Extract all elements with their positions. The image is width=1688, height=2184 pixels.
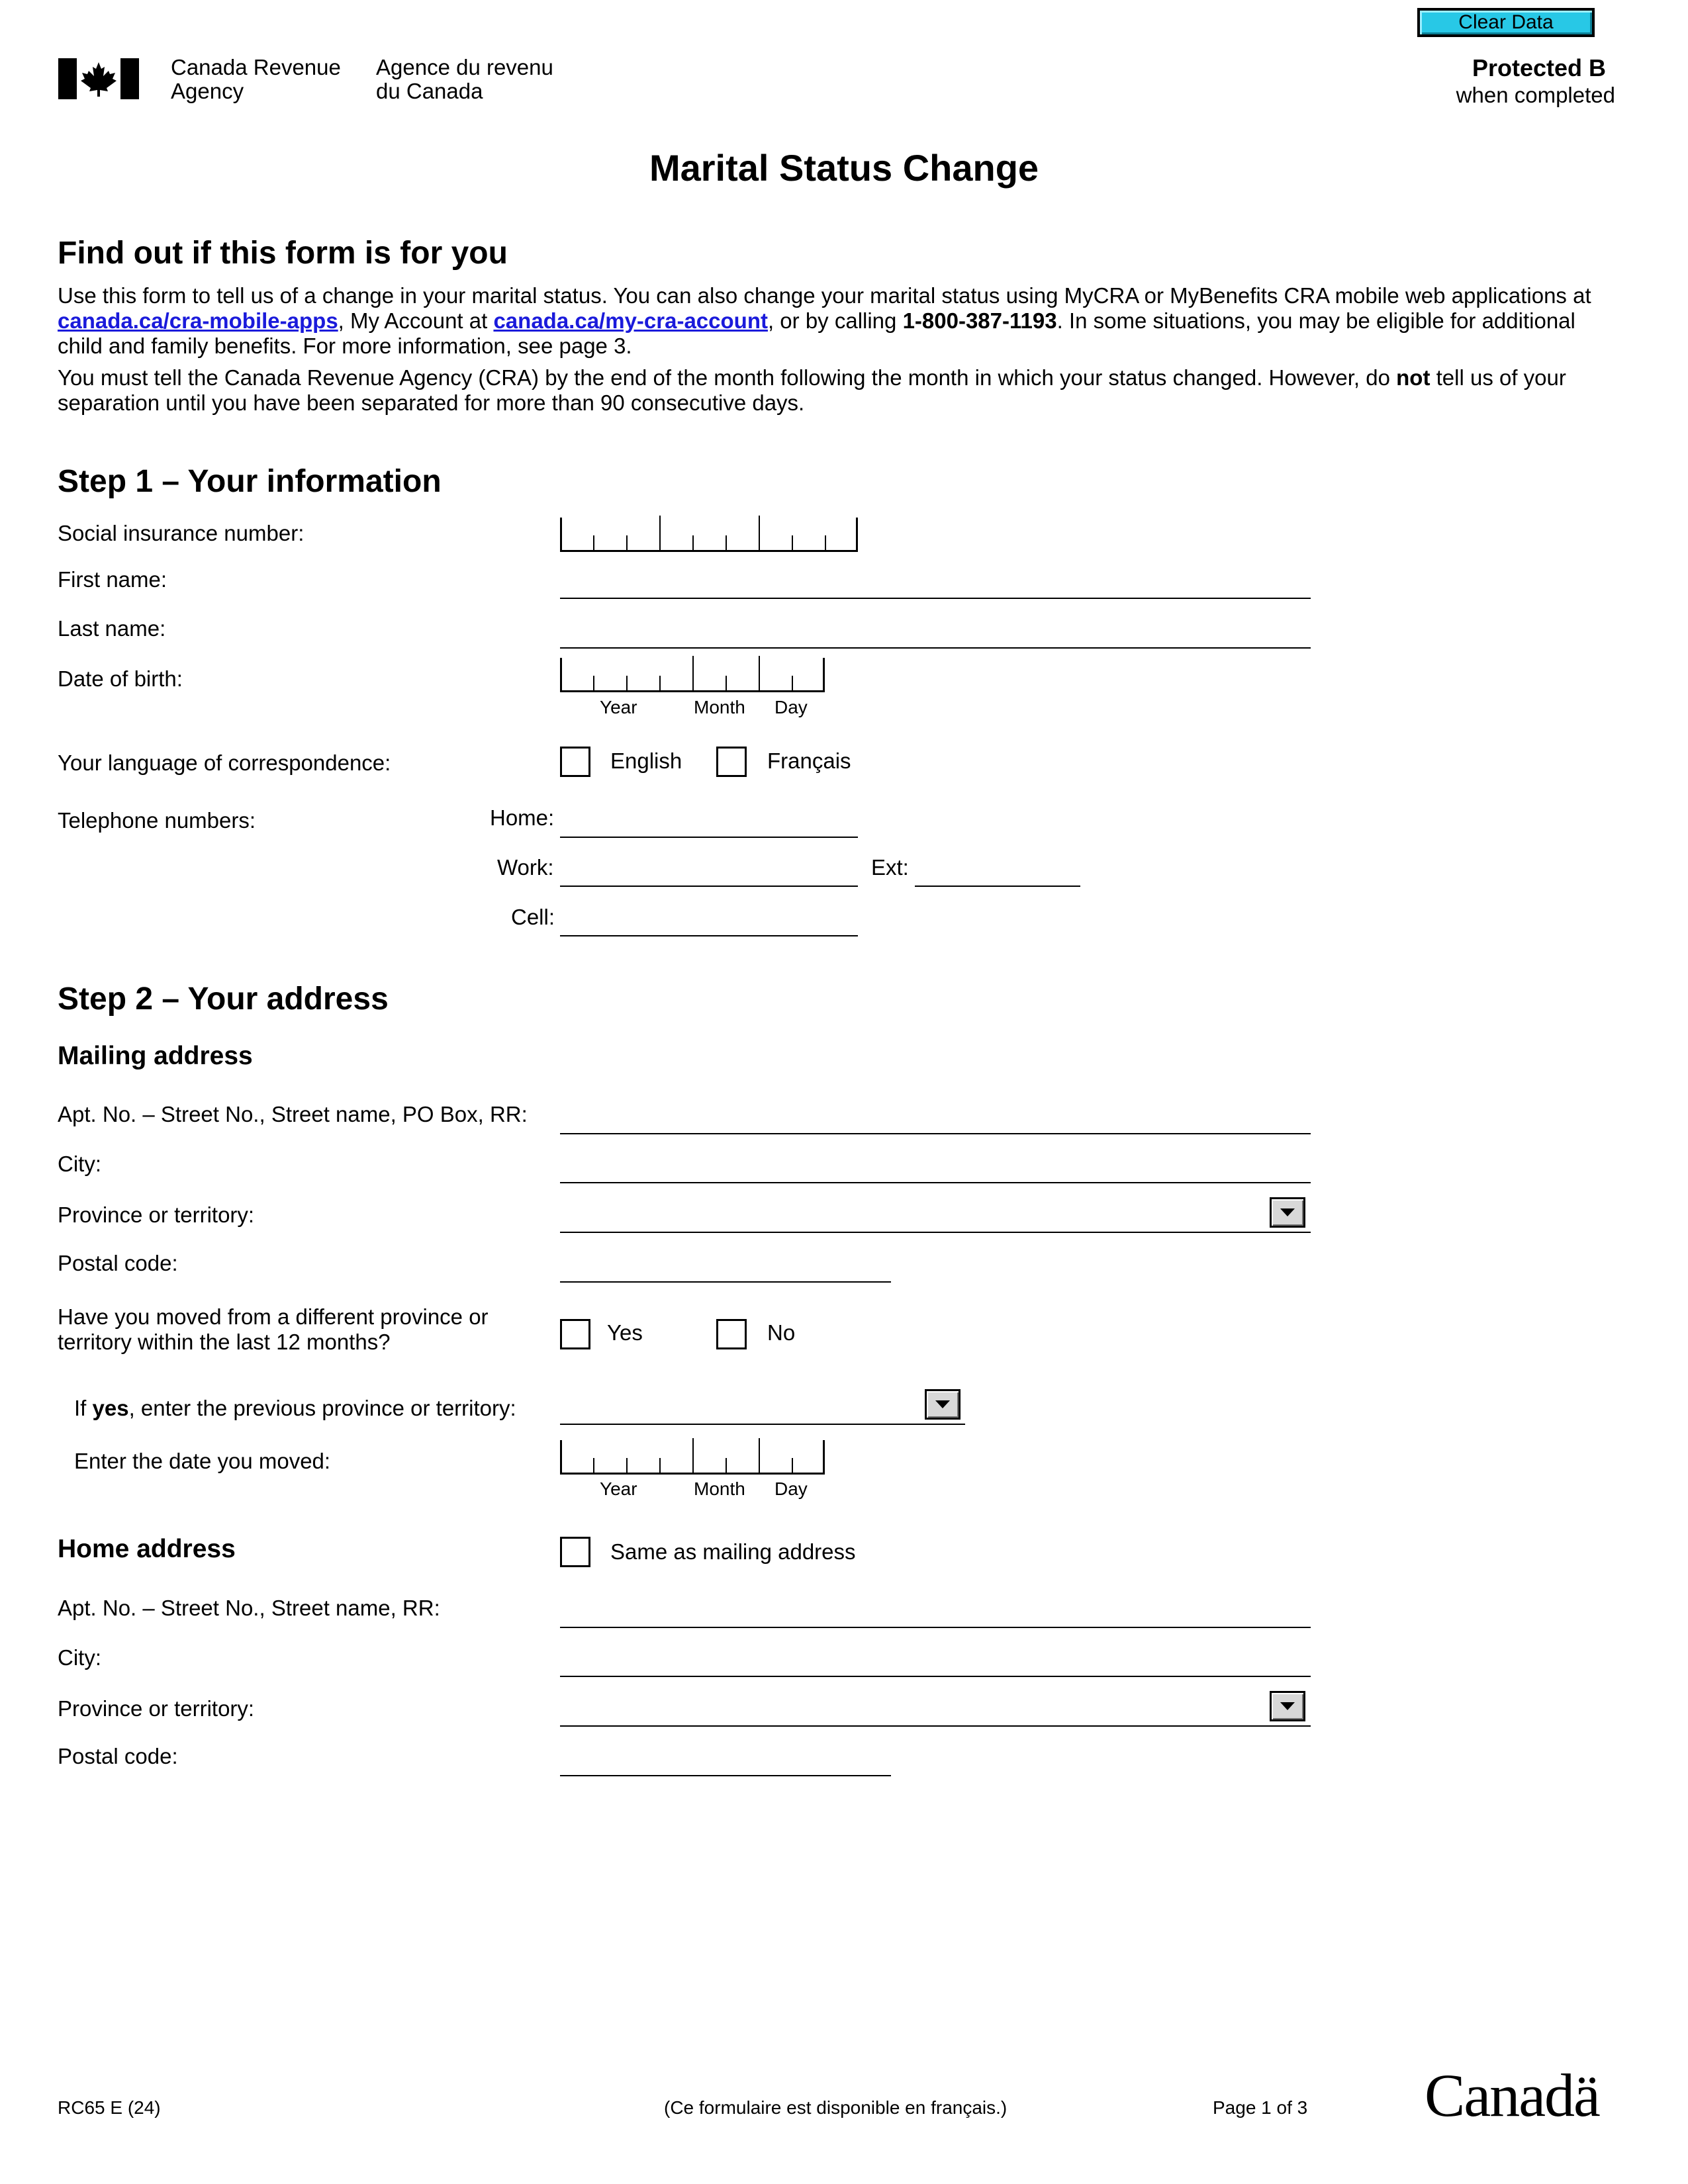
home-street-label: Apt. No. – Street No., Street name, RR:: [58, 1596, 440, 1620]
intro-p1-text-b: , My Account at: [338, 308, 494, 333]
first-name-field[interactable]: [560, 572, 1311, 599]
mailing-postal-field[interactable]: [560, 1256, 891, 1283]
moved-day-caption: Day: [774, 1479, 808, 1499]
cell-phone-field[interactable]: [560, 910, 858, 936]
protected-b-label: Protected B: [1472, 54, 1606, 81]
moved-question-line2: territory within the last 12 months?: [58, 1330, 391, 1354]
mailing-street-label: Apt. No. – Street No., Street name, PO Box, RR:: [58, 1102, 528, 1126]
chevron-down-icon: [934, 1398, 951, 1410]
work-phone-field[interactable]: [560, 860, 858, 887]
sin-label: Social insurance number:: [58, 521, 305, 545]
intro-p2-text-a: You must tell the Canada Revenue Agency (CRA) by the end of the month following the month in which your status changed. However, do: [58, 365, 1397, 390]
form-code: RC65 E (24): [58, 2097, 161, 2118]
if-yes-prefix: If: [74, 1396, 93, 1420]
home-province-label: Province or territory:: [58, 1696, 255, 1721]
mailing-province-select[interactable]: [560, 1206, 1311, 1233]
intro-p1-text-c: , or by calling: [767, 308, 903, 333]
agency-name-en-line2: Agency: [171, 79, 244, 103]
ext-field[interactable]: [915, 860, 1080, 887]
cell-phone-label: Cell:: [511, 905, 555, 929]
home-street-field[interactable]: [560, 1602, 1311, 1628]
intro-paragraph-1: [58, 283, 1600, 359]
dob-label: Date of birth:: [58, 666, 183, 691]
chevron-down-icon: [1279, 1206, 1296, 1218]
moved-year-caption: Year: [600, 1479, 637, 1499]
page-title: Marital Status Change: [649, 147, 1039, 189]
home-city-field[interactable]: [560, 1651, 1311, 1677]
dob-day-caption: Day: [774, 697, 808, 717]
canada-flag-logo: [58, 58, 139, 99]
if-yes-bold: yes: [92, 1396, 129, 1420]
date-moved-label: Enter the date you moved:: [74, 1449, 331, 1473]
home-address-heading: Home address: [58, 1535, 236, 1563]
step2-heading: Step 2 – Your address: [58, 981, 389, 1017]
previous-province-select[interactable]: [560, 1398, 965, 1425]
moved-month-caption: Month: [694, 1479, 745, 1499]
first-name-label: First name:: [58, 567, 167, 592]
francais-label: Français: [767, 749, 851, 773]
language-label: Your language of correspondence:: [58, 751, 391, 775]
intro-heading: Find out if this form is for you: [58, 236, 508, 271]
mailing-province-dropdown-button[interactable]: [1270, 1197, 1305, 1228]
protected-when-completed: when completed: [1456, 83, 1615, 107]
if-yes-suffix: , enter the previous province or territory:: [128, 1396, 516, 1420]
english-checkbox[interactable]: [560, 747, 590, 777]
moved-question-line1: Have you moved from a different province or: [58, 1304, 489, 1329]
home-province-dropdown-button[interactable]: [1270, 1691, 1305, 1721]
home-province-select[interactable]: [560, 1700, 1311, 1727]
mailing-city-field[interactable]: [560, 1157, 1311, 1183]
my-account-link[interactable]: canada.ca/my-cra-account: [493, 308, 768, 333]
mailing-address-heading: Mailing address: [58, 1042, 253, 1070]
mobile-apps-link[interactable]: canada.ca/cra-mobile-apps: [58, 308, 338, 333]
same-as-mailing-checkbox[interactable]: [560, 1537, 590, 1567]
mailing-city-label: City:: [58, 1152, 101, 1176]
francais-checkbox[interactable]: [716, 747, 747, 777]
home-phone-label: Home:: [490, 805, 555, 830]
agency-name-en-line1: Canada Revenue: [171, 55, 341, 79]
intro-p2-not: not: [1396, 365, 1430, 390]
dob-input[interactable]: [560, 658, 825, 692]
last-name-field[interactable]: [560, 622, 1311, 649]
mailing-postal-label: Postal code:: [58, 1251, 178, 1275]
french-availability-note: (Ce formulaire est disponible en français.): [664, 2097, 1008, 2118]
last-name-label: Last name:: [58, 616, 166, 641]
dob-month-caption: Month: [694, 697, 745, 717]
home-phone-field[interactable]: [560, 811, 858, 838]
page-number: Page 1 of 3: [1213, 2097, 1308, 2118]
previous-province-label: [74, 1395, 516, 1422]
chevron-down-icon: [1279, 1700, 1296, 1712]
phone-number: 1-800-387-1193: [902, 308, 1057, 333]
telephone-label: Telephone numbers:: [58, 808, 256, 833]
moved-no-label: No: [767, 1320, 796, 1345]
canada-wordmark: Canadä: [1425, 2062, 1599, 2129]
same-as-mailing-label: Same as mailing address: [610, 1539, 856, 1564]
home-postal-field[interactable]: [560, 1750, 891, 1776]
step1-heading: Step 1 – Your information: [58, 464, 442, 499]
dob-year-caption: Year: [600, 697, 637, 717]
clear-data-button[interactable]: Clear Data: [1417, 8, 1595, 37]
intro-p1-text-a: Use this form to tell us of a change in your marital status. You can also change your marital status using MyCRA or MyBenefits CRA mobile web applications at: [58, 283, 1591, 308]
work-phone-label: Work:: [497, 855, 554, 880]
intro-p2-text-b: tell us of your separation until you have been separated for more than 90 consecutive days.: [58, 365, 1566, 415]
home-postal-label: Postal code:: [58, 1744, 178, 1768]
mailing-street-field[interactable]: [560, 1108, 1311, 1134]
english-label: English: [610, 749, 682, 773]
intro-paragraph-2: [58, 365, 1600, 416]
moved-no-checkbox[interactable]: [716, 1319, 747, 1349]
home-city-label: City:: [58, 1645, 101, 1670]
agency-name-fr-line1: Agence du revenu: [376, 55, 553, 79]
intro-p1-text-d: . In some situations, you may be eligible for additional child and family benefits. For more information, see page 3.: [58, 308, 1575, 358]
previous-province-dropdown-button[interactable]: [925, 1389, 961, 1420]
ext-label: Ext:: [871, 855, 909, 880]
mailing-province-label: Province or territory:: [58, 1203, 255, 1227]
agency-name-fr-line2: du Canada: [376, 79, 483, 103]
moved-yes-checkbox[interactable]: [560, 1319, 590, 1349]
moved-yes-label: Yes: [607, 1320, 643, 1345]
date-moved-input[interactable]: [560, 1440, 825, 1475]
sin-input[interactable]: [560, 518, 858, 552]
